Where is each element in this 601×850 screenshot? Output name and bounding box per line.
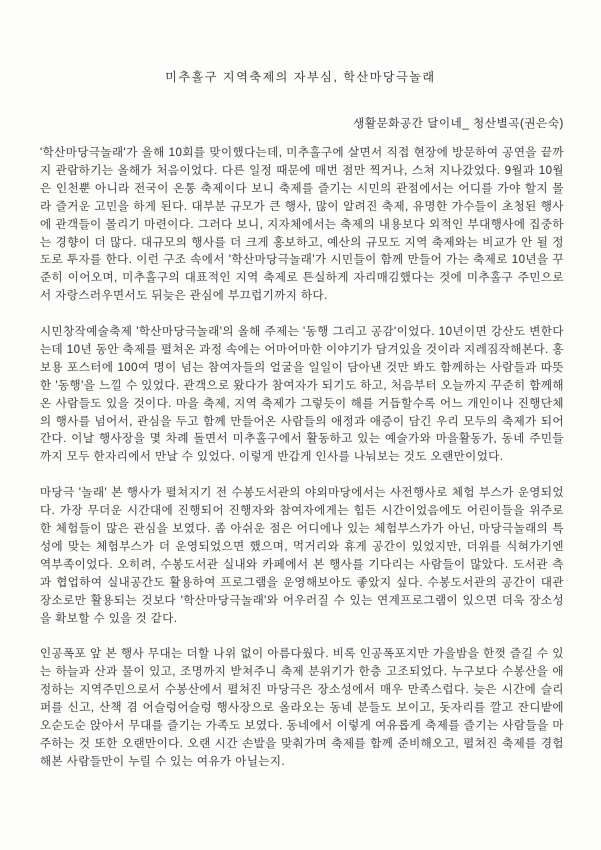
paragraph: 마당극 '놀래' 본 행사가 펼쳐지기 전 수봉도서관의 야외마당에서는 사전행사로 체험 부스가 운영되었다. 가장 무더운 시간대에 진행되어 진행자와 참여자에게는 힘든 시간이었음에도 어린이들을 위주로 한 체험들이 많은 관심을 보였다. 좀 아쉬운 점은 어디에나 있는 체험부스가가 아닌, 마당극놀래의 특성에 맞는 체험부스가 더 운영되었으면 했으며, 먹거리와 휴게 공간이 있었지만, 더위를 식혀가기엔 역부족이었다. 오히려, 수봉도서관 실내와 카페에서 본 행사를 기다리는 사람들이 많았다. 도서관 측과 협업하여 실내공간도 활용하여 프로그램을 운영해보아도 좋았지 싶다. 수봉도서관의 공간이 대관 장소로만 활용되는 것보다 '학산마당극놀래'와 어우러질 수 있는 연계프로그램이 있으면 더욱 장소성을 확보할 수 있을 것 같다. bbox=[40, 487, 564, 625]
document-body bbox=[40, 145, 564, 772]
paragraph: '학산마당극놀래'가 올해 10회를 맞이했다는데, 미추홀구에 살면서 직접 현장에 방문하여 공연을 끝까지 관람하기는 올해가 처음이었다. 다른 일정 때문에 매번 점만 찍거나, 스쳐 지나갔었다. 9월과 10월은 인천뿐 아니라 전국이 온통 축제이다 보니 축제를 즐기는 시민의 관점에서는 어디를 가야 할지 몰라 즐거운 고민을 하게 된다. 대부분 규모가 큰 행사, 많이 알려진 축제, 유명한 가수들이 초청된 행사에 관객들이 몰리기 마련이다. 그러다 보니, 지자체에서는 축제의 내용보다 외적인 부대행사에 집중하는 경향이 더 많다. 대규모의 행사를 더 크게 홍보하고, 예산의 규모도 지역 축제와는 비교가 안 될 정도로 투자를 한다. 이런 구조 속에서 '학산마당극놀래'가 시민들이 함께 만들어 가는 축제로 10년을 꾸준히 이어오며, 미추홀구의 대표적인 지역 축제로 튼실하게 자리매김했다는 것에 미추홀구 주민으로서 자랑스러우면서도 뒤늦은 관심에 부끄럽기까지 하다. bbox=[40, 147, 564, 303]
paragraph: 인공폭포 앞 본 행사 무대는 더할 나위 없이 아름다웠다. 비록 인공폭포지만 가을밤을 한껏 즐길 수 있는 하늘과 산과 물이 있고, 조명까지 받쳐주니 축제 분위기가 한층 고조되었다. 누구보다 수봉산을 애정하는 지역주민으로서 수봉산에서 펼쳐진 마당극은 장소성에서 매우 만족스럽다. 늦은 시간에 슬리퍼를 신고, 산책 겸 어슬렁어슬렁 행사장으로 올라오는 동네 분들도 보이고, 돗자리를 깔고 잔디밭에 오순도순 앉아서 무대를 즐기는 가족도 보였다. 동네에서 이렇게 여유롭게 축제를 즐기는 사람들을 마주하는 것 또한 오랜만이다. 오랜 시간 손발을 맞춰가며 축제를 함께 준비해오고, 펼쳐진 축제를 경험해본 사람들만이 누릴 수 있는 여유가 아닐는지. bbox=[40, 648, 564, 768]
document-title: 미추홀구 지역축제의 자부심, 학산마당극놀래 bbox=[165, 70, 436, 84]
paragraph: 시민창작예술축제 '학산마당극놀래'의 올해 주제는 '동행 그리고 공감'이었다. 10년이면 강산도 변한다는데 10년 동안 축제를 펼쳐온 과정 속에는 어마어마한 이야기가 담겨있을 것이라 지레짐작해본다. 홍보용 포스터에 100여 명이 넘는 참여자들의 얼굴을 일일이 담아낸 것만 봐도 함께하는 사람들과 따뜻한 '동행'을 느낄 수 있었다. 관객으로 왔다가 참여자가 되기도 하고, 처음부터 오늘까지 꾸준히 함께해온 사람들도 있을 것이다. 마을 축제, 지역 축제가 그렇듯이 해를 거듭할수록 어느 개인이나 진행단체의 행사를 넘어서, 관심을 두고 함께 만들어온 사람들의 애정과 애증이 담긴 우리 모두의 축제가 되어간다. 이날 행사장을 몇 차례 돌면서 미추홀구에서 활동하고 있는 예술가와 마을활동가, 동네 주민들까지 모두 한자리에서 만날 수 있었다. 이렇게 반갑게 인사를 나눠보는 것도 오랜만이었다. bbox=[40, 326, 564, 464]
document-byline: 생활문화공간 달이네_ 청산별곡(권은숙) bbox=[353, 118, 564, 130]
